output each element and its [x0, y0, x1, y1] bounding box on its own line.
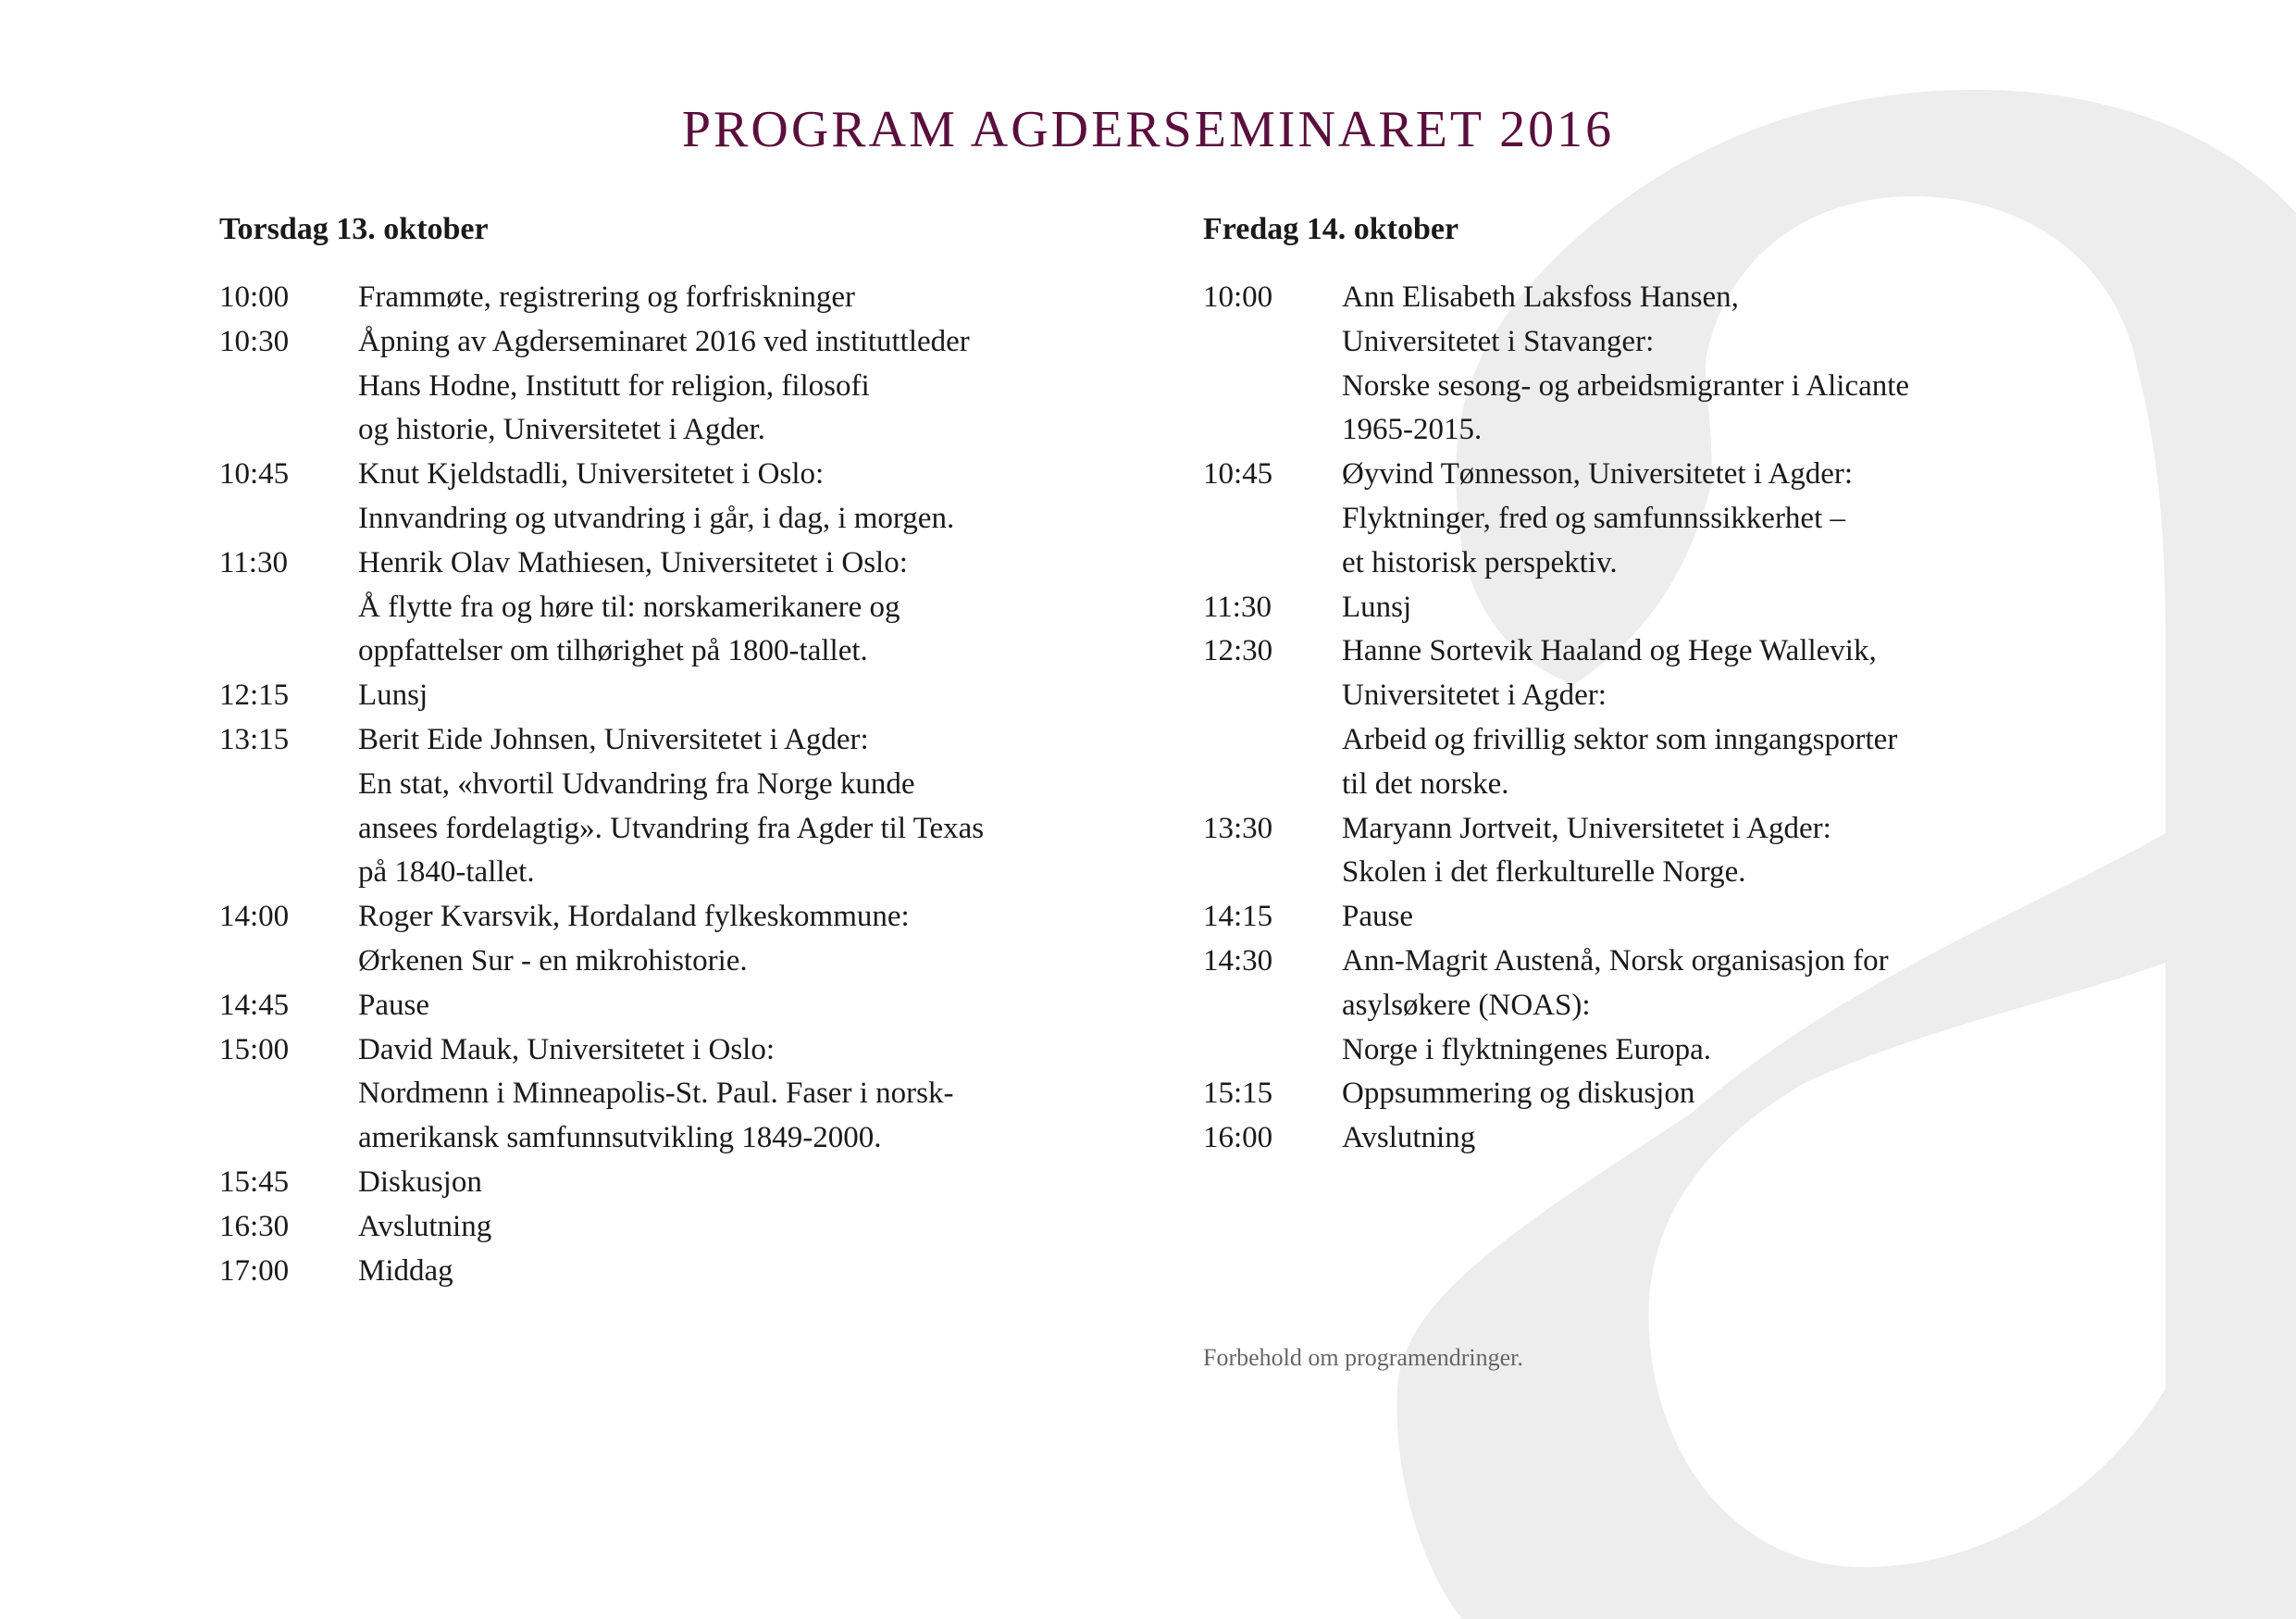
schedule-time: 15:15 [1203, 1077, 1273, 1111]
schedule-line: et historisk perspektiv. [1342, 545, 1618, 579]
schedule-item [219, 320, 1108, 453]
schedule-description [1342, 1072, 2091, 1116]
schedule-line: og historie, Universitetet i Agder. [358, 413, 765, 447]
schedule-time: 14:45 [219, 988, 290, 1022]
schedule-description [358, 320, 1108, 453]
schedule-line: Skolen i det flerkulturelle Norge. [1342, 855, 1746, 890]
schedule-line: Nordmenn i Minneapolis-St. Paul. Faser i norsk- [358, 1077, 954, 1111]
schedule-item [1203, 629, 2091, 806]
schedule-line: Øyvind Tønnesson, Universitetet i Agder: [1342, 457, 1854, 492]
schedule-description [1342, 629, 2091, 806]
schedule-line: Berit Eide Johnsen, Universitetet i Agder: [358, 722, 869, 756]
schedule-item [1203, 586, 2091, 630]
day-heading: Torsdag 13. oktober [219, 212, 489, 246]
schedule-item [219, 674, 1108, 718]
schedule-line: Oppsummering og diskusjon [1342, 1077, 1695, 1111]
schedule-item [1203, 895, 2091, 940]
schedule-time: 10:00 [219, 280, 290, 314]
schedule-item [219, 1205, 1108, 1250]
schedule-description [358, 1028, 1108, 1161]
schedule-item [219, 1161, 1108, 1205]
schedule-line: Diskusjon [358, 1164, 482, 1199]
schedule-time: 15:45 [219, 1164, 290, 1199]
schedule-item [219, 453, 1108, 542]
schedule-item [1203, 453, 2091, 585]
schedule-item [219, 542, 1108, 674]
schedule-description [1342, 453, 2091, 585]
schedule-line: Arbeid og frivillig sektor som inngangsporter [1342, 722, 1898, 756]
schedule-line: Ann-Magrit Austenå, Norsk organisasjon for [1342, 943, 1889, 978]
schedule-time: 15:00 [219, 1032, 290, 1066]
schedule-description [358, 674, 1108, 718]
schedule-item [219, 1250, 1108, 1294]
schedule-description [358, 542, 1108, 674]
schedule-line: Middag [358, 1253, 453, 1288]
schedule-description [358, 895, 1108, 984]
schedule-description [358, 1205, 1108, 1250]
schedule-item [219, 1028, 1108, 1161]
schedule-description [1342, 895, 2091, 940]
schedule-description [1342, 1116, 2091, 1161]
schedule-time: 13:15 [219, 722, 290, 756]
schedule-item [1203, 940, 2091, 1072]
schedule-description [1342, 807, 2091, 896]
schedule-line: Henrik Olav Mathiesen, Universitetet i Oslo: [358, 545, 908, 579]
day-thursday [219, 211, 1108, 1293]
schedule-line: til det norske. [1342, 766, 1509, 801]
schedule-description [358, 984, 1108, 1028]
schedule-item [1203, 1116, 2091, 1161]
schedule-line: Åpning av Agderseminaret 2016 ved instituttleder [358, 324, 970, 358]
schedule-line: Hanne Sortevik Haaland og Hege Wallevik, [1342, 634, 1877, 668]
schedule-line: Roger Kvarsvik, Hordaland fylkeskommune: [358, 900, 910, 934]
schedule-line: Norske sesong- og arbeidsmigranter i Alicante [1342, 368, 1910, 403]
schedule-line: amerikansk samfunnsutvikling 1849-2000. [358, 1121, 882, 1155]
schedule-line: asylsøkere (NOAS): [1342, 988, 1591, 1022]
schedule-description [1342, 276, 2091, 453]
schedule-line: Universitetet i Agder: [1342, 679, 1607, 713]
footer-note: Forbehold om programendringer. [1203, 1344, 1523, 1371]
schedule-time: 11:30 [1203, 590, 1272, 624]
schedule-list [1203, 276, 2091, 1161]
schedule-line: Flyktninger, fred og samfunnssikkerhet – [1342, 501, 1846, 535]
schedule-line: Lunsj [1342, 590, 1412, 624]
schedule-line: Norge i flyktningenes Europa. [1342, 1032, 1711, 1066]
schedule-line: Avslutning [358, 1209, 492, 1243]
schedule-item [1203, 1072, 2091, 1116]
schedule-line: Knut Kjeldstadli, Universitetet i Oslo: [358, 457, 825, 492]
schedule-description [1342, 586, 2091, 630]
schedule-item [1203, 276, 2091, 453]
schedule-line: Ørkenen Sur - en mikrohistorie. [358, 943, 748, 978]
schedule-line: En stat, «hvortil Udvandring fra Norge kunde [358, 766, 915, 801]
schedule-line: Pause [358, 988, 429, 1022]
schedule-time: 10:45 [1203, 457, 1273, 492]
schedule-time: 11:30 [219, 545, 288, 579]
schedule-line: ansees fordelagtig». Utvandring fra Agder til Texas [358, 811, 985, 845]
schedule-line: Innvandring og utvandring i går, i dag, i morgen. [358, 501, 955, 535]
schedule-time: 14:15 [1203, 900, 1273, 934]
schedule-description [358, 718, 1108, 895]
schedule-time: 16:30 [219, 1209, 290, 1243]
day-friday [1203, 211, 2091, 1161]
schedule-time: 10:45 [219, 457, 290, 492]
schedule-item [1203, 807, 2091, 896]
schedule-line: David Mauk, Universitetet i Oslo: [358, 1032, 776, 1066]
schedule-description [1342, 940, 2091, 1072]
schedule-line: Hans Hodne, Institutt for religion, filosofi [358, 368, 870, 403]
schedule-line: Pause [1342, 900, 1413, 934]
day-heading: Fredag 14. oktober [1203, 212, 1459, 246]
schedule-line: Avslutning [1342, 1121, 1476, 1155]
schedule-line: Lunsj [358, 679, 428, 713]
schedule-line: 1965-2015. [1342, 413, 1483, 447]
schedule-time: 12:30 [1203, 634, 1273, 668]
schedule-time: 13:30 [1203, 811, 1273, 845]
schedule-description [358, 453, 1108, 542]
page-title: PROGRAM AGDERSEMINARET 2016 [681, 101, 1615, 158]
schedule-description [358, 276, 1108, 320]
schedule-time: 12:15 [219, 679, 290, 713]
schedule-line: Frammøte, registrering og forfriskninger [358, 280, 856, 314]
schedule-list [219, 276, 1108, 1293]
schedule-item [219, 895, 1108, 984]
schedule-line: oppfattelser om tilhørighet på 1800-tallet. [358, 634, 868, 668]
schedule-time: 10:30 [219, 324, 290, 358]
schedule-time: 14:00 [219, 900, 290, 934]
schedule-line: Maryann Jortveit, Universitetet i Agder: [1342, 811, 1831, 845]
schedule-description [358, 1161, 1108, 1205]
schedule-time: 17:00 [219, 1253, 290, 1288]
schedule-item [219, 984, 1108, 1028]
schedule-item [219, 276, 1108, 320]
schedule-line: på 1840-tallet. [358, 855, 535, 890]
schedule-time: 16:00 [1203, 1121, 1273, 1155]
schedule-time: 14:30 [1203, 943, 1273, 978]
schedule-description [358, 1250, 1108, 1294]
schedule-item [219, 718, 1108, 895]
schedule-line: Ann Elisabeth Laksfoss Hansen, [1342, 280, 1739, 314]
schedule-time: 10:00 [1203, 280, 1273, 314]
schedule-line: Universitetet i Stavanger: [1342, 324, 1655, 358]
schedule-line: Å flytte fra og høre til: norskamerikanere og [358, 590, 900, 624]
